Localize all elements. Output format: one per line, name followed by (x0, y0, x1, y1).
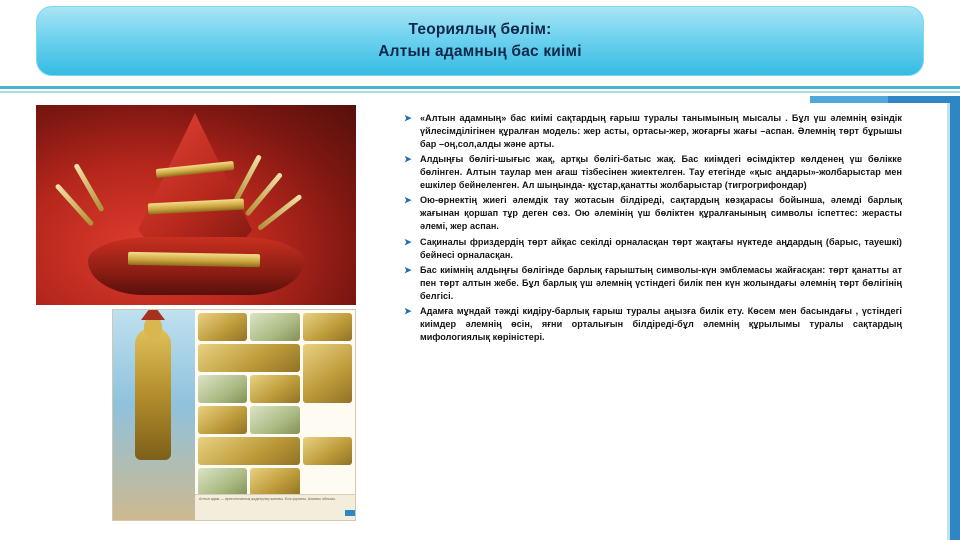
list-item-text: Адамға мұндай тәжді кидіру-барлық ғарыш туралы аңызға билік ету. Көсем мен басындағы , үстіндегі киімдер әлемнің өсін, яғни орталығын білдіреді-бұл әлемнің құрылымы туралы сақтардың мифологиялық көріністері. (420, 306, 902, 342)
bullet-marker-icon: ➤ (404, 195, 412, 206)
image-column (36, 105, 356, 525)
list-item-text: Ою-өрнектің жиегі әлемдік тау жотасын білдіреді, сақтардың көзқарасы бойынша, әлемді барлық жағынан қоршап тұр деген сөз. Ою әлемінің үш бөліктен құралғанының символы іспеттес: жерасты әлемі, жер аспан. (420, 195, 902, 232)
bullet-marker-icon: ➤ (404, 113, 412, 123)
artifact-item (303, 313, 352, 341)
list-item (404, 194, 902, 233)
bullet-list (404, 112, 902, 344)
artifact-item (198, 344, 300, 372)
artifact-item (198, 468, 247, 496)
bullet-marker-icon: ➤ (404, 154, 412, 165)
artifact-item (303, 344, 352, 403)
archaeology-poster (112, 309, 356, 521)
list-item (404, 236, 902, 262)
artifact-item (198, 437, 300, 465)
list-item (404, 264, 902, 303)
accent-bar-highlight (810, 96, 888, 103)
content-text-column (404, 112, 902, 346)
poster-footer-bar (345, 510, 356, 516)
list-item (404, 153, 902, 192)
bullet-marker-icon: ➤ (404, 264, 412, 275)
page-title: Теориялық бөлім: (408, 20, 552, 38)
artifact-item (303, 437, 352, 465)
plume-icon (257, 194, 303, 231)
altyn-adam-headdress-photo (36, 105, 356, 305)
artifact-item (198, 406, 247, 434)
divider-line-primary (0, 86, 960, 89)
warrior-hat-icon (141, 310, 165, 320)
artifact-item (198, 313, 247, 341)
list-item (404, 112, 902, 151)
golden-warrior-figure (135, 328, 171, 460)
poster-artifact-grid (195, 310, 355, 520)
list-item-text: Сақиналы фриздердің төрт айқас секілді орналасқан төрт жақтағы нүктеде аңдардың (барыс, тауешкі) бейнесі орналасқан. (420, 236, 902, 260)
gold-ornament (128, 252, 260, 267)
list-item-text: Бас киімнің алдыңғы бөлігінде барлық ғарыштың символы-күн эмблемасы жайғасқан: төрт қанатты ат пен төрт алтын жебе. Бұл барлық үш әлемнің үстіндегі билік пен күн жолындағы әлемнің төрт бөлігінің белгісі. (420, 264, 902, 301)
list-item (404, 305, 902, 344)
poster-caption: Алтын адам — археологиялық жәдігерлер жинағы. Есік қорғаны, Алматы облысы. (195, 494, 355, 520)
artifact-item (250, 406, 299, 434)
right-edge-strip (950, 103, 960, 540)
bullet-marker-icon: ➤ (404, 236, 412, 247)
artifact-item (198, 375, 247, 403)
list-item-text: Алдыңғы бөлігі-шығыс жақ, артқы бөлігі-батыс жақ. Бас киімдегі өсімдіктер көлденең үш бөлікке бөлінген. Алтын таулар мен ағаш тізбесінен жиектелген. Тау етегінде «қыс аңдары»-жолбарыстар мен ешкілер бейнеленген. Ал шыңында- құстар,қанатты жолбарыстар (тигрогрифондар) (420, 154, 902, 191)
slide-title-banner (36, 6, 924, 76)
artifact-item (250, 468, 299, 496)
poster-warrior-panel (113, 310, 195, 520)
artifact-item (250, 375, 299, 403)
divider-line-secondary (0, 91, 960, 93)
bullet-marker-icon: ➤ (404, 306, 412, 317)
list-item-text: «Алтын адамның» бас киімі сақтардың ғарыш туралы танымының мысалы . Бұл үш әлемнің өзіндік үйлесімділігінен құралған модель: жер асты, ортасы-жер, жоғарғы жағы –аспан. Әлемнің төрт бұрышы бар –оң,сол,алды және арты. (420, 113, 902, 149)
artifact-item (250, 313, 299, 341)
page-subtitle: Алтын адамның бас киімі (378, 43, 582, 60)
